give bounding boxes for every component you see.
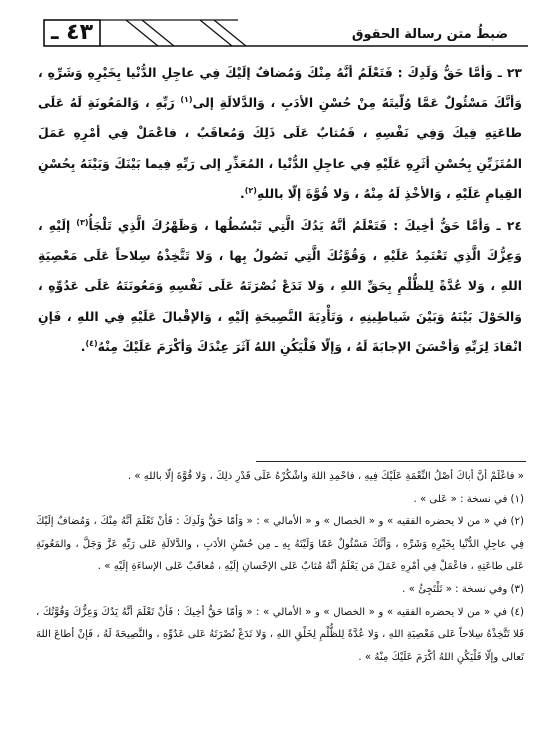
footnote-separator — [256, 461, 526, 462]
section-text-cont: إلَيْهِ ، وَعِزُّكَ الَّذِي تَعْتَمِدُ عَلَيْهِ ، وَقُوَّتُكَ الَّتِي تَصُولُ بِها ، وَلا تَتَّخِذْهُ سِلاحاً عَلَى مَعْصِيَةِ اللهِ ، وَلا عُدَّةً لِلظُّلْمِ بِحَقِّ اللهِ ، وَلا تَدَعْ نُصْرَتَهُ عَلَى نَفْسِهِ وَمَعُونَتَهُ عَلَى عَدُوِّهِ ، وَالحَوْلَ بَيْنَهُ وَبَيْنَ شَياطِينِهِ ، وَتَأْدِيَةَ النَّصِيحَةِ إلَيْهِ ، وَالإقْبالَ عَلَيْهِ فِي اللهِ ، فَإنِ انْقادَ لِرَبِّهِ وَأحْسَنَ الإجابَةَ لَهُ ، وَإلّا فَلْيَكُنِ اللهُ آثَرَ عِنْدَكَ وَأكْرَمَ عَلَيْكَ مِنْهُ — [38, 218, 522, 354]
footnote-marker[interactable]: (٢) — [244, 185, 257, 195]
page-header — [0, 0, 554, 52]
footnote-3: (٣) وفي نسخة : « تَلْتَجِئُ » . — [402, 583, 524, 595]
footnote-continuation: « فاعْلَمْ أنَّ أباكَ أصْلُ النِّعْمَةِ عَلَيْكَ فِيهِ ، فاحْمِدِ اللهَ واشْكُرْهُ عَلَى قَدْرِ ذلِكَ ، وَلا قُوَّةَ إلّا باللهِ » . — [127, 471, 524, 482]
footnote-2: (٢) في « من لا يحضره الفقيه » و « الخصال » و « الأمالي » : « وَأمّا حَقُّ وَلَدِكَ : فَأنْ تَعْلَمَ أنَّهُ مِنْكَ ، وَمُضافٌ إلَيْكَ فِي عاجِلِ الدُّنْيا بِخَيْرِهِ وَشَرِّهِ ، وَأنَّكَ مَسْئُولٌ عَمّا وَلَيْتَهُ بِهِ ـ مِن حُسْنِ الأدَبِ ، والدَّلالَةِ عَلى رَبِّهِ عَزَّ وَجَلَّ ، والمَعُونَةِ عَلى طاعَتِهِ ، فاعْمَلْ فِي أمْرِهِ عَمَلَ مَن يَعْلَمُ أنَّهُ مُثابٌ عَلى الإحْسانِ إلَيْهِ ، مُعاقَبٌ عَلى الإساءَةِ إلَيْهِ » . — [36, 516, 524, 573]
running-title: ضبطُ متن رسالة الحقوق — [351, 27, 508, 42]
footnote-1: (١) في نسخة : « عَلى » . — [413, 493, 524, 505]
section-number: ٢٤ ـ — [496, 218, 522, 234]
section-23 — [38, 58, 522, 209]
footnote-marker[interactable]: (٣) — [76, 217, 89, 227]
section-text: وَأمَّا حَقُّ وَلَدِكَ : فَتَعْلَمُ أنَّهُ مِنْكَ وَمُضافٌ إلَيْكَ فِي عاجِلِ الدُّنْيا بِخَيْرِهِ وَشَرِّهِ ، وَأنَّكَ مَسْئُولٌ عَمَّا وُلّيتَهُ مِنْ حُسْنِ الأدَبِ ، وَالدَّلالَةِ إلى — [38, 65, 522, 111]
section-24 — [38, 211, 522, 362]
page-number: ٤٣ ـ — [50, 20, 94, 45]
footnote-marker[interactable]: (٤) — [85, 338, 98, 348]
section-text: وَأمَّا حَقُّ أخِيكَ : فَتَعْلَمُ أنَّهُ يَدُكَ الَّتِي تَبْسُطُها ، وَظَهْرُكَ الَّذِي تَلْجَأُ — [88, 218, 491, 234]
section-end: . — [80, 338, 86, 354]
section-number: ٢٣ ـ — [497, 65, 522, 80]
footnotes — [36, 466, 524, 669]
section-text-cont: رَبِّهِ ، وَالمَعُونَةِ لَهُ عَلَى طاعَتِهِ فِيكَ وَفِي نَفْسِهِ ، فَمُثابٌ عَلَى ذَلِكَ وَمُعاقَبٌ ، فاعْمَلْ فِي أمْرِهِ عَمَلَ المُتَزَيِّنِ بِحُسْنِ أثَرِهِ عَلَيْهِ فِي عاجِلِ الدُّنْيا ، المُعَذِّرِ إلى رَبِّهِ فِيما بَيْنَكَ وَبَيْنَهُ بِحُسْنِ القِيامِ عَلَيْهِ ، وَالأخْذِ لَهُ مِنْهُ ، وَلا قُوَّةَ إلّا باللهِ — [38, 95, 522, 201]
footnote-marker[interactable]: (١) — [180, 95, 193, 105]
main-text — [38, 58, 522, 362]
footnote-4: (٤) في « من لا يحضره الفقيه » و « الخصال » و « الأمالي » : « وَأمّا حَقُّ أخِيكَ : فَأنْ تَعْلَمَ أنَّهُ يَدُكَ وَعِزُّكَ وَقُوَّتُكَ ، فَلا تَتَّخِذْهُ سِلاحاً عَلى مَعْصِيَةِ اللهِ ، وَلا عُدَّةً لِلظُّلْمِ لِخَلْقِ اللهِ ، وَلا تَدَعْ نُصْرَتَهُ عَلى عَدُوِّهِ ، والنَّصِيحَةَ لَهُ ، فَإنْ أطاعَ اللهَ تَعالى وإلّا فَلْيَكُنِ اللهُ أكْرَمَ عَلَيْكَ مِنْهُ » . — [36, 606, 524, 663]
section-end: . — [240, 185, 245, 201]
